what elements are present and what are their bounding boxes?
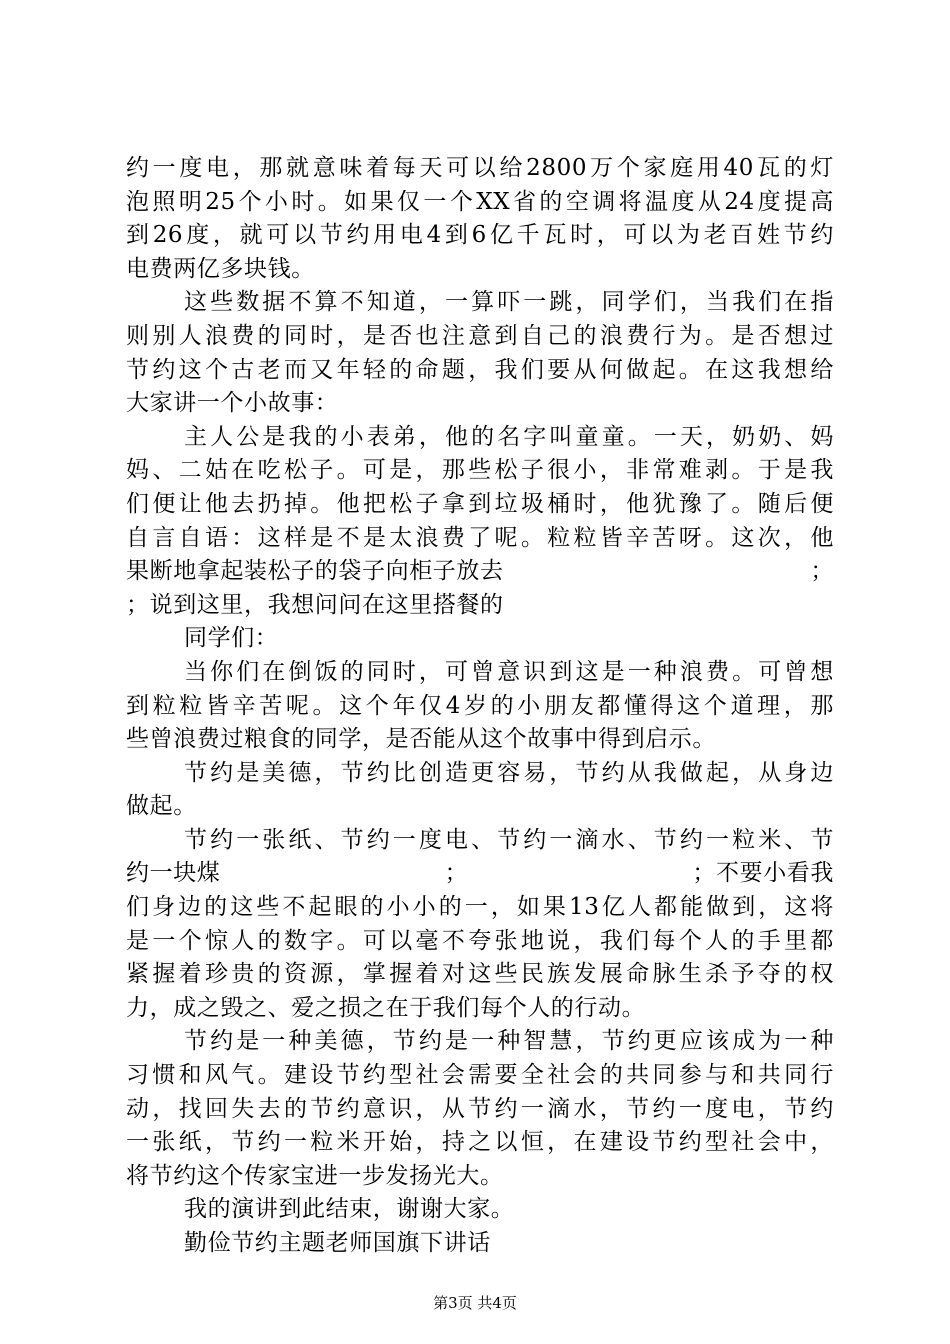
text-line	[126, 690, 834, 724]
text-line-content: 节约一张纸、节约一度电、节约一滴水、节约一粒米、节	[184, 826, 834, 853]
text-line-content: 紧握着珍贵的资源，掌握着对这些民族发展命脉生杀予夺的权	[126, 961, 834, 988]
text-line-content: 节约这个古老而又年轻的命题，我们要从何做起。在这我想给	[126, 356, 834, 383]
text-line	[126, 354, 834, 388]
text-segment: ；	[810, 558, 834, 585]
text-line	[126, 622, 834, 656]
text-segment: 果断地拿起装松子的袋子向柜子放去	[126, 558, 504, 585]
text-segment: 约一块煤	[126, 860, 221, 887]
text-line	[126, 1160, 834, 1194]
text-segment: ；不要小看我	[692, 860, 834, 887]
text-line	[126, 522, 834, 556]
text-line	[126, 219, 834, 253]
text-segment: ；	[444, 860, 469, 887]
text-line-content: 些曾浪费过粮食的同学，是否能从这个故事中得到启示。	[126, 726, 716, 753]
text-line-content: 习惯和风气。建设节约型社会需要全社会的共同参与和共同行	[126, 1062, 834, 1089]
text-line	[126, 1126, 834, 1160]
text-line	[126, 1193, 834, 1227]
text-line-segments	[126, 555, 834, 589]
text-line-content: 泡照明25个小时。如果仅一个XX省的空调将温度从24度提高	[126, 188, 834, 215]
text-line-content: 一张纸，节约一粒米开始，持之以恒，在建设节约型社会中，	[126, 1129, 834, 1156]
text-line	[126, 857, 834, 891]
text-line	[126, 421, 834, 455]
text-line	[126, 286, 834, 320]
text-line	[126, 992, 834, 1026]
text-line	[126, 555, 834, 589]
text-line-content: 则别人浪费的同时，是否也注意到自己的浪费行为。是否想过	[126, 322, 834, 349]
text-line	[126, 958, 834, 992]
text-line	[126, 186, 834, 220]
text-line	[126, 320, 834, 354]
text-line-content: 我的演讲到此结束，谢谢大家。	[184, 1196, 515, 1223]
text-line-content: 是一个惊人的数字。可以毫不夸张地说，我们每个人的手里都	[126, 927, 834, 954]
text-line	[126, 1025, 834, 1059]
text-line-content: 力，成之毁之、爱之损之在于我们每个人的行动。	[126, 994, 646, 1021]
text-line	[126, 790, 834, 824]
text-line-content: 动，找回失去的节约意识，从节约一滴水，节约一度电，节约	[126, 1095, 834, 1122]
text-line	[126, 387, 834, 421]
text-line-content: 节约是美德，节约比创造更容易，节约从我做起，从身边	[184, 759, 834, 786]
text-line	[126, 891, 834, 925]
text-line	[126, 589, 834, 623]
text-line-content: 这些数据不算不知道，一算吓一跳，同学们，当我们在指	[184, 289, 834, 316]
text-line-content: 大家讲一个小故事：	[126, 390, 339, 417]
text-line-content: 们便让他去扔掉。他把松子拿到垃圾桶时，他犹豫了。随后便	[126, 490, 834, 517]
text-line-content: 自言自语：这样是不是太浪费了呢。粒粒皆辛苦呀。这次，他	[126, 524, 834, 551]
text-line-content: 电费两亿多块钱。	[126, 255, 315, 282]
text-line	[126, 152, 834, 186]
text-line-content: 妈、二姑在吃松子。可是，那些松子很小，非常难剥。于是我	[126, 457, 834, 484]
text-line-content: 将节约这个传家宝进一步发扬光大。	[126, 1162, 504, 1189]
text-line	[126, 656, 834, 690]
text-line	[126, 253, 834, 287]
text-line-content: 当你们在倒饭的同时，可曾意识到这是一种浪费。可曾想	[184, 658, 834, 685]
text-line-content: 主人公是我的小表弟，他的名字叫童童。一天，奶奶、妈	[184, 423, 834, 450]
text-line-content: 节约是一种美德，节约是一种智慧，节约更应该成为一种	[184, 1028, 834, 1055]
text-line	[126, 1059, 834, 1093]
text-line-segments	[126, 857, 834, 891]
text-line	[126, 824, 834, 858]
text-line	[126, 925, 834, 959]
page-footer: 第3页 共4页	[433, 1294, 517, 1312]
text-line	[126, 1093, 834, 1127]
text-line-content: 到26度，就可以节约用电4到6亿千瓦时，可以为老百姓节约	[126, 222, 834, 249]
text-line-content: 们身边的这些不起眼的小小的一，如果13亿人都能做到，这将	[126, 894, 834, 921]
text-line	[126, 488, 834, 522]
text-line-content: 约一度电，那就意味着每天可以给2800万个家庭用40瓦的灯	[126, 155, 834, 181]
text-line	[126, 757, 834, 791]
text-line-content: ；说到这里，我想问问在这里搭餐的	[126, 591, 504, 618]
text-line	[126, 454, 834, 488]
text-line	[126, 1227, 834, 1261]
document-body	[126, 152, 834, 1261]
text-line-content: 勤俭节约主题老师国旗下讲话	[184, 1230, 491, 1256]
text-line-content: 同学们：	[184, 625, 279, 652]
text-line	[126, 723, 834, 757]
text-line-content: 做起。	[126, 793, 197, 820]
text-line-content: 到粒粒皆辛苦呢。这个年仅4岁的小朋友都懂得这个道理，那	[126, 692, 834, 719]
